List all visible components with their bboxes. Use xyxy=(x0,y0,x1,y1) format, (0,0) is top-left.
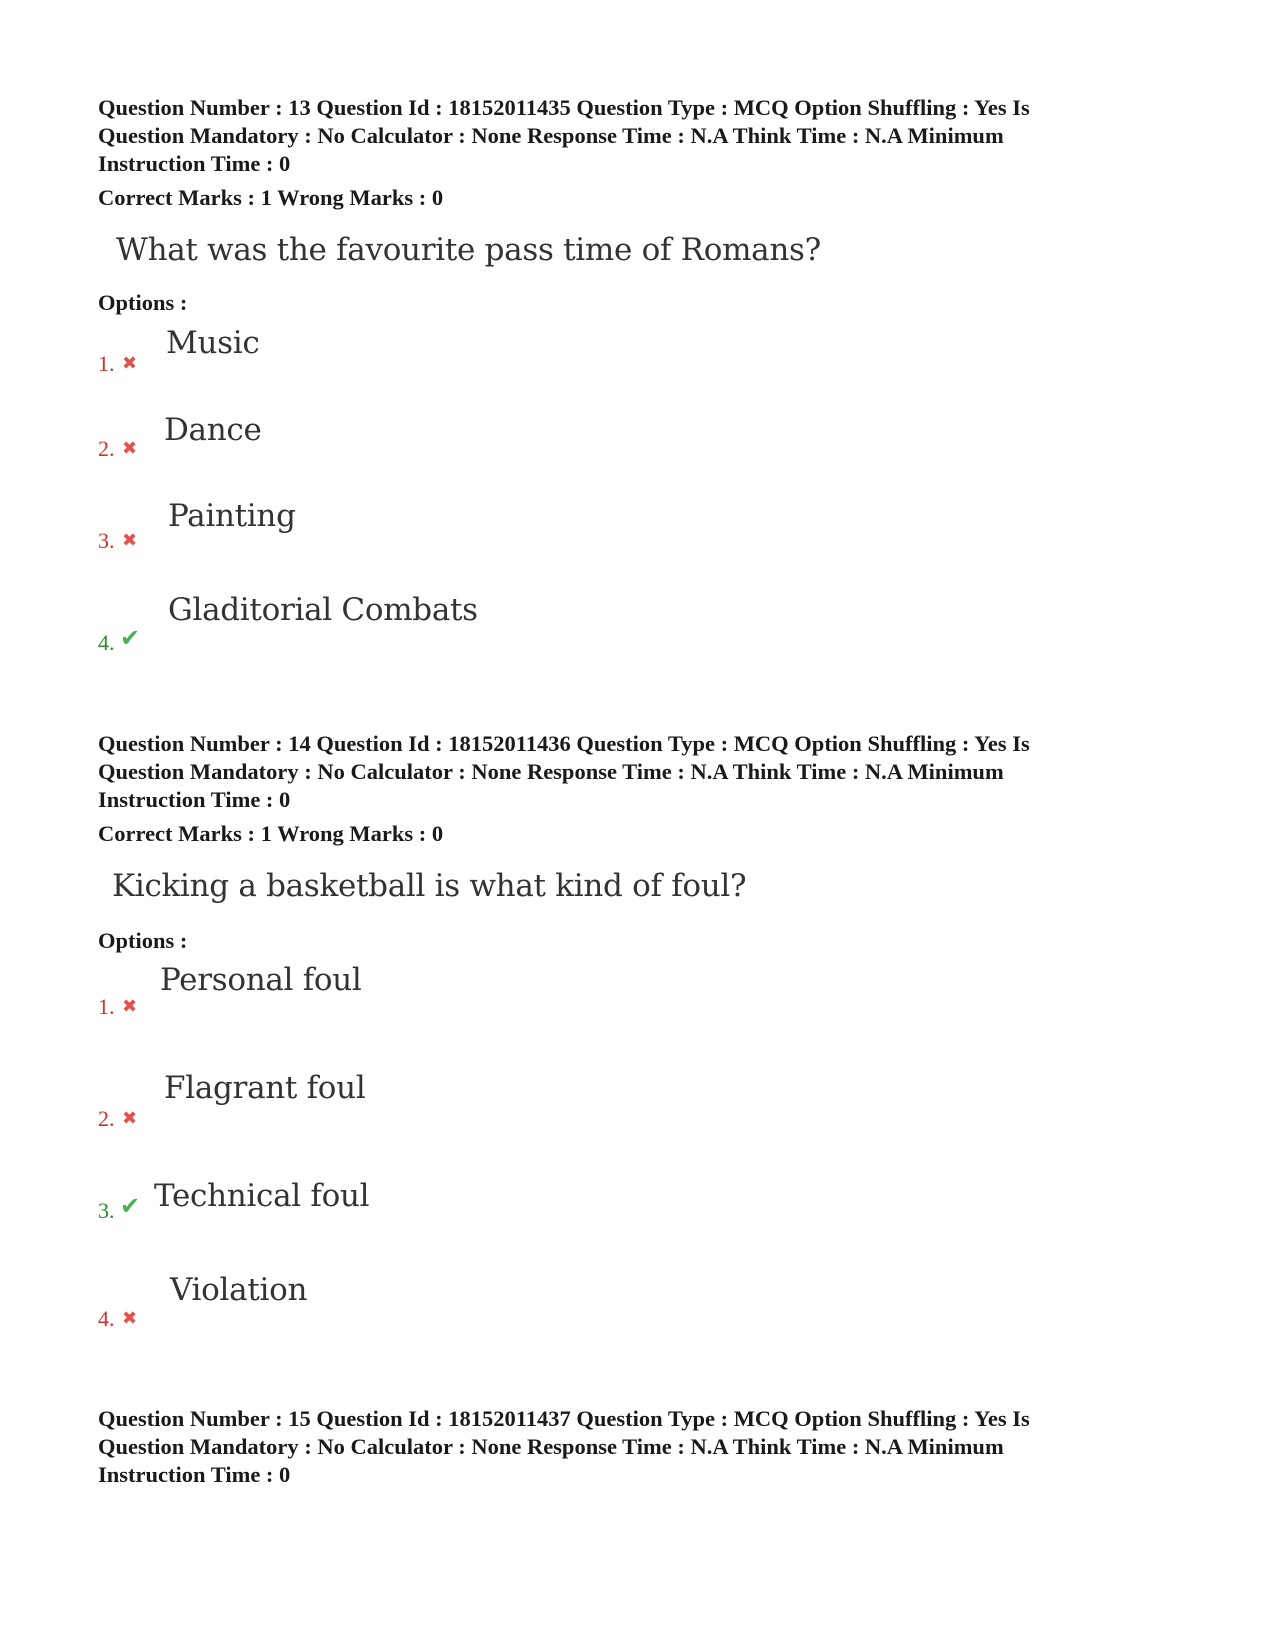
option-text: Dance xyxy=(164,412,262,448)
question-meta-line-3: Instruction Time : 0 xyxy=(98,1462,291,1487)
option-number: 3. xyxy=(98,528,115,553)
question-meta-line-1: Question Number : 13 Question Id : 18152011435 Question Type : MCQ Option Shuffling : Yes Is xyxy=(98,95,1030,120)
question-14 xyxy=(98,730,1178,904)
question-15 xyxy=(98,1405,1178,1489)
option-number: 2. xyxy=(98,1106,115,1131)
question-meta-line-3: Instruction Time : 0 xyxy=(98,787,291,812)
question-meta-line-2: Question Mandatory : No Calculator : None Response Time : N.A Think Time : N.A Minimum xyxy=(98,123,1004,148)
option-2 xyxy=(98,1070,798,1130)
question-meta-line-1: Question Number : 15 Question Id : 18152011437 Question Type : MCQ Option Shuffling : Yes Is xyxy=(98,1406,1030,1431)
question-text: Kicking a basketball is what kind of foul? xyxy=(112,868,747,904)
option-4 xyxy=(98,592,798,655)
option-4 xyxy=(98,1272,798,1332)
cross-icon: ✖ xyxy=(122,438,138,459)
option-number: 4. xyxy=(98,630,115,655)
option-text: Gladitorial Combats xyxy=(168,592,478,628)
question-marks: Correct Marks : 1 Wrong Marks : 0 xyxy=(98,185,444,210)
question-13 xyxy=(98,94,1178,268)
option-number: 1. xyxy=(98,994,115,1019)
cross-icon: ✖ xyxy=(122,996,138,1017)
option-1 xyxy=(98,325,798,385)
option-number: 1. xyxy=(98,351,115,376)
option-number: 4. xyxy=(98,1306,115,1331)
option-number: 3. xyxy=(98,1198,115,1223)
option-text: Music xyxy=(166,325,260,361)
cross-icon: ✖ xyxy=(122,353,138,374)
question-meta-line-1: Question Number : 14 Question Id : 18152011436 Question Type : MCQ Option Shuffling : Yes Is xyxy=(98,731,1030,756)
option-1 xyxy=(98,962,798,1022)
question-marks: Correct Marks : 1 Wrong Marks : 0 xyxy=(98,821,444,846)
option-number: 2. xyxy=(98,436,115,461)
question-meta-line-2: Question Mandatory : No Calculator : None Response Time : N.A Think Time : N.A Minimum xyxy=(98,1434,1004,1459)
options-label: Options : xyxy=(98,928,188,953)
option-3 xyxy=(98,1178,798,1238)
check-icon: ✔ xyxy=(120,1192,141,1220)
option-3 xyxy=(98,498,798,558)
question-meta-line-3: Instruction Time : 0 xyxy=(98,151,291,176)
cross-icon: ✖ xyxy=(122,1308,138,1329)
question-meta-line-2: Question Mandatory : No Calculator : None Response Time : N.A Think Time : N.A Minimum xyxy=(98,759,1004,784)
option-text: Flagrant foul xyxy=(164,1070,366,1106)
option-text: Technical foul xyxy=(154,1178,370,1214)
cross-icon: ✖ xyxy=(122,530,138,551)
options-label: Options : xyxy=(98,290,188,315)
option-text: Personal foul xyxy=(160,962,362,998)
option-text: Violation xyxy=(170,1272,308,1308)
option-text: Painting xyxy=(168,498,296,534)
question-text: What was the favourite pass time of Romans? xyxy=(116,232,821,268)
cross-icon: ✖ xyxy=(122,1108,138,1129)
option-2 xyxy=(98,412,798,472)
check-icon: ✔ xyxy=(120,624,141,652)
